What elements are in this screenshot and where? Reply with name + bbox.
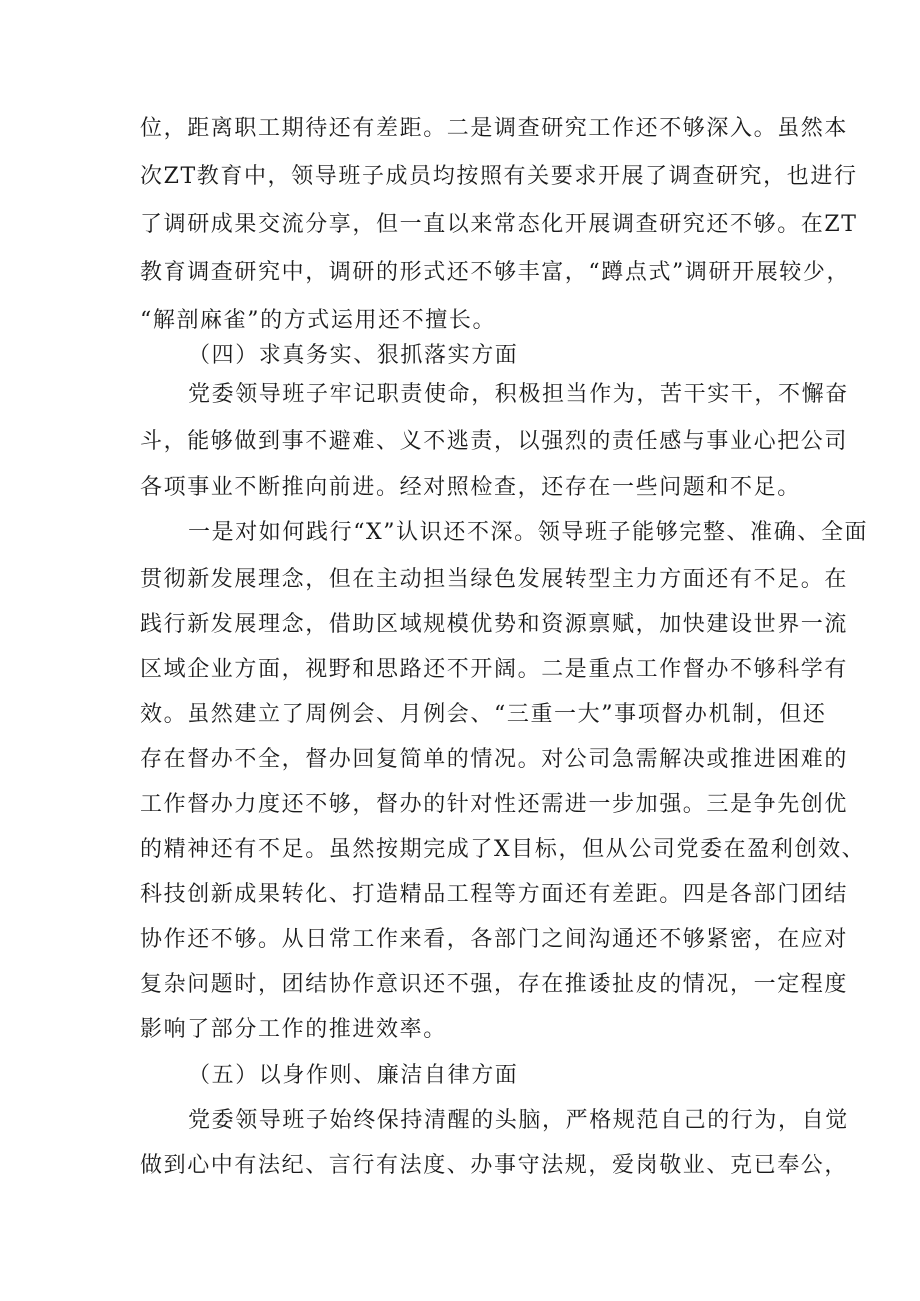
body-text-line: “解剖麻雀”的方式运用还不擅长。: [140, 308, 497, 333]
body-text-line: 协作还不够。从日常工作来看，各部门之间沟通还不够紧密，在应对: [140, 927, 849, 952]
body-text-line: 的精神还有不足。虽然按期完成了X目标，但从公司党委在盈利创效、: [140, 837, 866, 862]
body-text-line: 斗，能够做到事不避难、义不逃责，以强烈的责任感与事业心把公司: [140, 429, 849, 454]
body-text-line: 位，距离职工期待还有差距。二是调查研究工作还不够深入。虽然本: [140, 116, 849, 141]
body-text-line: 效。虽然建立了周例会、月例会、“三重一大”事项督办机制，但还: [140, 702, 827, 727]
body-text-line: 存在督办不全，督办回复简单的情况。对公司急需解决或推进困难的: [140, 747, 849, 772]
body-text-line: 践行新发展理念，借助区域规模优势和资源禀赋，加快建设世界一流: [140, 612, 849, 637]
body-text-line: 贯彻新发展理念，但在主动担当绿色发展转型主力方面还有不足。在: [140, 567, 849, 592]
section-heading: （四）求真务实、狠抓落实方面: [188, 343, 519, 368]
body-text-line: 复杂问题时，团结协作意识还不强，存在推诿扯皮的情况，一定程度: [140, 972, 849, 997]
body-text-line: 次ZT教育中，领导班子成员均按照有关要求开展了调查研究，也进行: [140, 164, 858, 189]
paragraph-first-line: 党委领导班子牢记职责使命，积极担当作为，苦干实干，不懈奋: [188, 382, 849, 407]
body-text-line: 工作督办力度还不够，督办的针对性还需进一步加强。三是争先创优: [140, 792, 849, 817]
body-text-line: 影响了部分工作的推进效率。: [140, 1017, 447, 1042]
body-text-line: 了调研成果交流分享，但一直以来常态化开展调查研究还不够。在ZT: [140, 212, 858, 237]
paragraph-first-line: 一是对如何践行“X”认识还不深。领导班子能够完整、准确、全面: [188, 520, 869, 545]
body-text-line: 做到心中有法纪、言行有法度、办事守法规，爱岗敬业、克已奉公，: [140, 1153, 849, 1178]
body-text-line: 教育调查研究中，调研的形式还不够丰富，“蹲点式”调研开展较少，: [140, 260, 851, 285]
body-text-line: 区域企业方面，视野和思路还不开阔。二是重点工作督办不够科学有: [140, 657, 849, 682]
section-heading: （五）以身作则、廉洁自律方面: [188, 1063, 519, 1088]
body-text-line: 科技创新成果转化、打造精品工程等方面还有差距。四是各部门团结: [140, 882, 849, 907]
body-text-line: 各项事业不断推向前进。经对照检查，还存在一些问题和不足。: [140, 475, 801, 500]
paragraph-first-line: 党委领导班子始终保持清醒的头脑，严格规范自己的行为，自觉: [188, 1108, 849, 1133]
